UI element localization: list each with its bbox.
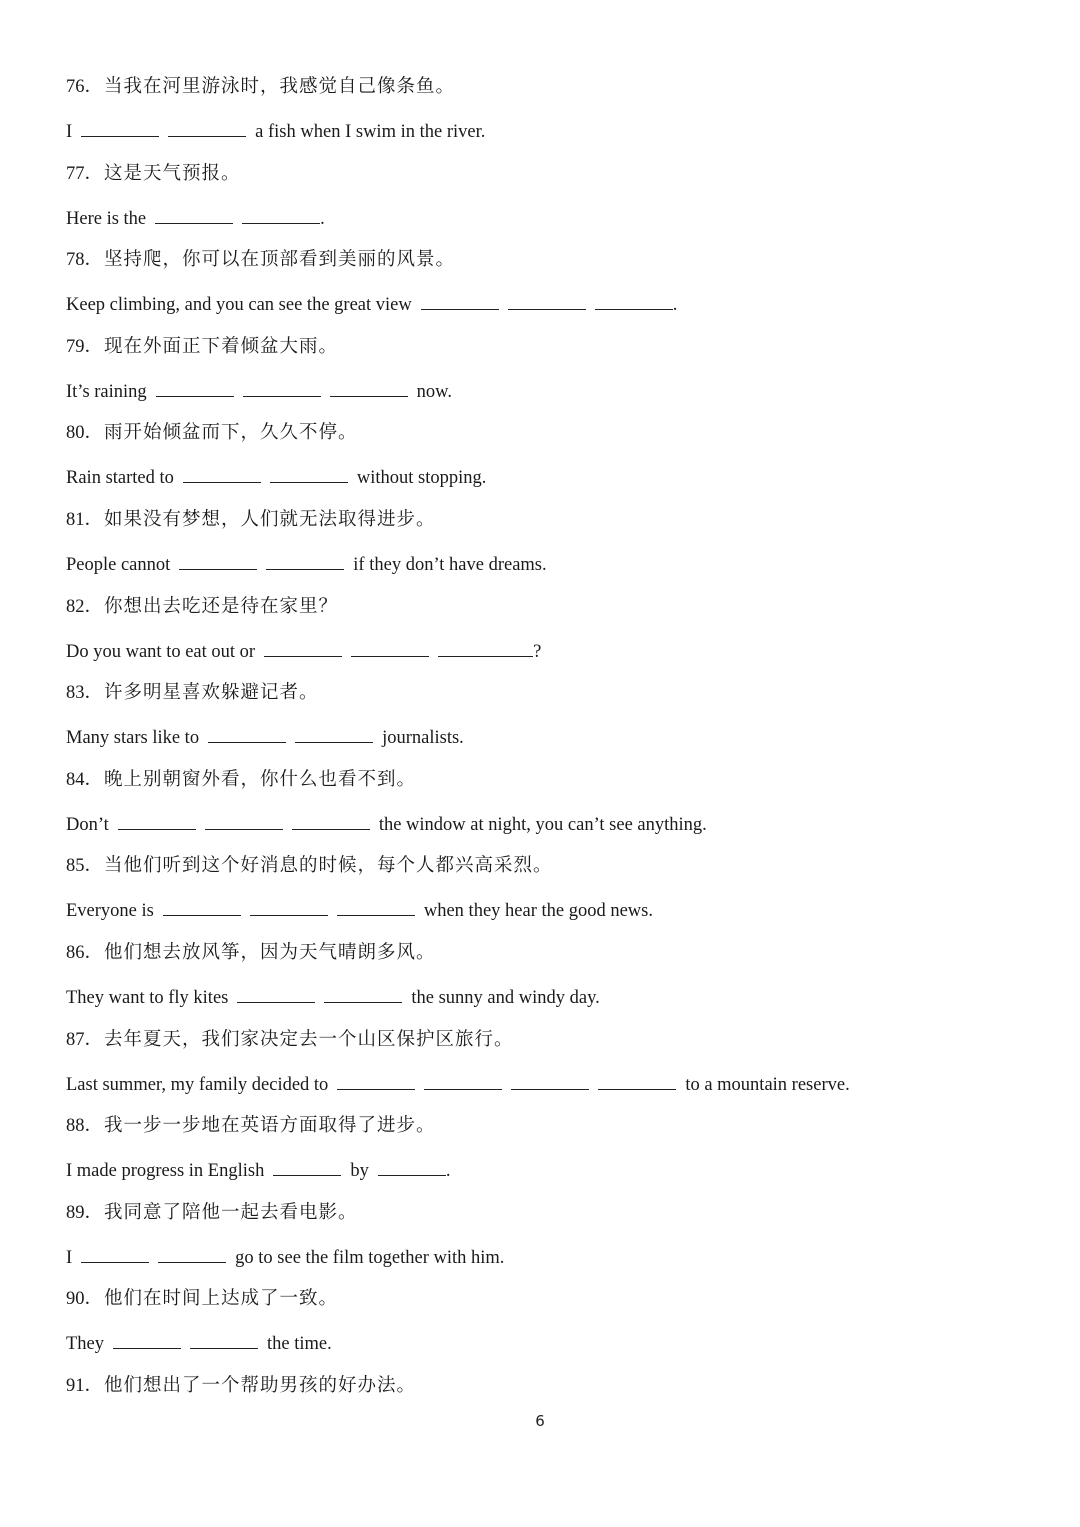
answer-line xyxy=(66,895,662,925)
answer-line xyxy=(66,636,550,666)
question-prompt xyxy=(66,592,338,622)
english-text: the time. xyxy=(267,1334,332,1354)
answer-blank[interactable] xyxy=(179,549,257,570)
chinese-sentence: 如果没有梦想，人们就无法取得进步。 xyxy=(104,510,436,530)
english-text: journalists. xyxy=(382,728,464,748)
answer-blank[interactable] xyxy=(351,636,429,657)
answer-blank[interactable] xyxy=(595,289,673,310)
english-text: Keep climbing, and you can see the great view xyxy=(66,295,412,315)
question-number: 85． xyxy=(66,856,104,876)
english-text: Last summer, my family decided to xyxy=(66,1075,329,1095)
english-text: the sunny and windy day. xyxy=(411,988,600,1008)
answer-blank[interactable] xyxy=(190,1328,258,1349)
chinese-sentence: 许多明星喜欢躲避记者。 xyxy=(104,683,319,703)
question-number: 87． xyxy=(66,1030,104,1050)
answer-blank[interactable] xyxy=(438,636,533,657)
answer-line xyxy=(66,549,556,579)
answer-line xyxy=(66,1328,341,1358)
chinese-sentence: 我一步一步地在英语方面取得了进步。 xyxy=(104,1116,436,1136)
answer-blank[interactable] xyxy=(270,462,348,483)
question-prompt xyxy=(66,418,358,448)
answer-line xyxy=(66,462,495,492)
english-text: Here is the xyxy=(66,209,147,229)
answer-line xyxy=(66,289,686,319)
question-prompt xyxy=(66,1371,416,1401)
question-prompt xyxy=(66,1111,436,1141)
answer-blank[interactable] xyxy=(113,1328,181,1349)
english-text: go to see the film together with him. xyxy=(235,1248,505,1268)
answer-blank[interactable] xyxy=(511,1069,589,1090)
answer-blank[interactable] xyxy=(242,203,320,224)
answer-line xyxy=(66,376,461,406)
answer-blank[interactable] xyxy=(598,1069,676,1090)
answer-blank[interactable] xyxy=(208,722,286,743)
answer-blank[interactable] xyxy=(163,895,241,916)
english-text: Everyone is xyxy=(66,901,154,921)
chinese-sentence: 雨开始倾盆而下，久久不停。 xyxy=(104,423,358,443)
chinese-sentence: 他们在时间上达成了一致。 xyxy=(104,1289,339,1309)
answer-blank[interactable] xyxy=(168,116,246,137)
answer-line xyxy=(66,1155,459,1185)
question-prompt xyxy=(66,851,553,881)
question-number: 89． xyxy=(66,1203,104,1223)
answer-blank[interactable] xyxy=(81,116,159,137)
english-text: . xyxy=(320,209,325,229)
english-text: ? xyxy=(533,642,542,662)
english-text: I xyxy=(66,122,73,142)
question-prompt xyxy=(66,505,436,535)
chinese-sentence: 我同意了陪他一起去看电影。 xyxy=(104,1203,358,1223)
answer-blank[interactable] xyxy=(156,376,234,397)
answer-blank[interactable] xyxy=(118,809,196,830)
chinese-sentence: 当我在河里游泳时，我感觉自己像条鱼。 xyxy=(104,77,456,97)
answer-line xyxy=(66,982,609,1012)
answer-line xyxy=(66,809,716,839)
question-prompt xyxy=(66,1284,338,1314)
question-prompt xyxy=(66,72,455,102)
english-text: without stopping. xyxy=(356,468,487,488)
question-number: 80． xyxy=(66,423,104,443)
chinese-sentence: 去年夏天，我们家决定去一个山区保护区旅行。 xyxy=(104,1030,514,1050)
question-number: 91． xyxy=(66,1376,104,1396)
answer-blank[interactable] xyxy=(337,895,415,916)
chinese-sentence: 当他们听到这个好消息的时候，每个人都兴高采烈。 xyxy=(104,856,553,876)
answer-blank[interactable] xyxy=(273,1155,341,1176)
page-number: 6 xyxy=(535,1412,545,1430)
english-text: if they don’t have dreams. xyxy=(353,555,547,575)
question-prompt xyxy=(66,245,455,275)
english-text: Rain started to xyxy=(66,468,174,488)
question-number: 83． xyxy=(66,683,104,703)
chinese-sentence: 你想出去吃还是待在家里？ xyxy=(104,597,339,617)
english-text: They want to fly kites xyxy=(66,988,229,1008)
answer-line xyxy=(66,203,334,233)
english-text: . xyxy=(445,1161,451,1181)
question-number: 86． xyxy=(66,943,104,963)
question-number: 79． xyxy=(66,337,104,357)
question-prompt xyxy=(66,1198,358,1228)
english-text: a fish when I swim in the river. xyxy=(255,122,486,142)
chinese-sentence: 他们想去放风筝，因为天气晴朗多风。 xyxy=(104,943,436,963)
answer-line xyxy=(66,1242,513,1272)
question-number: 82． xyxy=(66,597,104,617)
answer-blank[interactable] xyxy=(292,809,370,830)
answer-blank[interactable] xyxy=(158,1242,226,1263)
question-number: 76． xyxy=(66,77,104,97)
answer-blank[interactable] xyxy=(421,289,499,310)
answer-blank[interactable] xyxy=(264,636,342,657)
answer-blank[interactable] xyxy=(508,289,586,310)
question-number: 81． xyxy=(66,510,104,530)
english-text: when they hear the good news. xyxy=(423,901,653,921)
answer-blank[interactable] xyxy=(266,549,344,570)
english-text: Many stars like to xyxy=(66,728,200,748)
answer-line xyxy=(66,116,494,146)
answer-line xyxy=(66,1069,859,1099)
answer-blank[interactable] xyxy=(155,203,233,224)
question-number: 77． xyxy=(66,164,104,184)
answer-blank[interactable] xyxy=(378,1155,446,1176)
english-text: by xyxy=(350,1161,369,1181)
chinese-sentence: 他们想出了一个帮助男孩的好办法。 xyxy=(104,1376,417,1396)
answer-blank[interactable] xyxy=(424,1069,502,1090)
english-text: to a mountain reserve. xyxy=(685,1075,850,1095)
english-text: the window at night, you can’t see anything. xyxy=(378,815,707,835)
answer-blank[interactable] xyxy=(81,1242,149,1263)
chinese-sentence: 坚持爬，你可以在顶部看到美丽的风景。 xyxy=(104,250,456,270)
answer-blank[interactable] xyxy=(295,722,373,743)
question-number: 88． xyxy=(66,1116,104,1136)
question-prompt xyxy=(66,159,241,189)
english-text: now. xyxy=(416,382,452,402)
answer-blank[interactable] xyxy=(205,809,283,830)
question-prompt xyxy=(66,1025,514,1055)
english-text: It’s raining xyxy=(66,382,147,402)
english-text: Do you want to eat out or xyxy=(66,642,256,662)
question-number: 84． xyxy=(66,770,104,790)
answer-blank[interactable] xyxy=(330,376,408,397)
english-text: People cannot xyxy=(66,555,171,575)
answer-blank[interactable] xyxy=(250,895,328,916)
question-number: 90． xyxy=(66,1289,104,1309)
english-text: Don’t xyxy=(66,815,109,835)
english-text: I made progress in English xyxy=(66,1161,265,1181)
question-number: 78． xyxy=(66,250,104,270)
chinese-sentence: 晚上别朝窗外看，你什么也看不到。 xyxy=(104,770,417,790)
answer-blank[interactable] xyxy=(324,982,402,1003)
answer-blank[interactable] xyxy=(183,462,261,483)
question-prompt xyxy=(66,678,319,708)
answer-line xyxy=(66,722,473,752)
question-prompt xyxy=(66,938,436,968)
question-prompt xyxy=(66,765,416,795)
answer-blank[interactable] xyxy=(237,982,315,1003)
english-text: They xyxy=(66,1334,105,1354)
answer-blank[interactable] xyxy=(337,1069,415,1090)
answer-blank[interactable] xyxy=(243,376,321,397)
question-prompt xyxy=(66,332,338,362)
english-text: I xyxy=(66,1248,73,1268)
chinese-sentence: 现在外面正下着倾盆大雨。 xyxy=(104,337,339,357)
chinese-sentence: 这是天气预报。 xyxy=(104,164,241,184)
english-text: . xyxy=(672,295,678,315)
